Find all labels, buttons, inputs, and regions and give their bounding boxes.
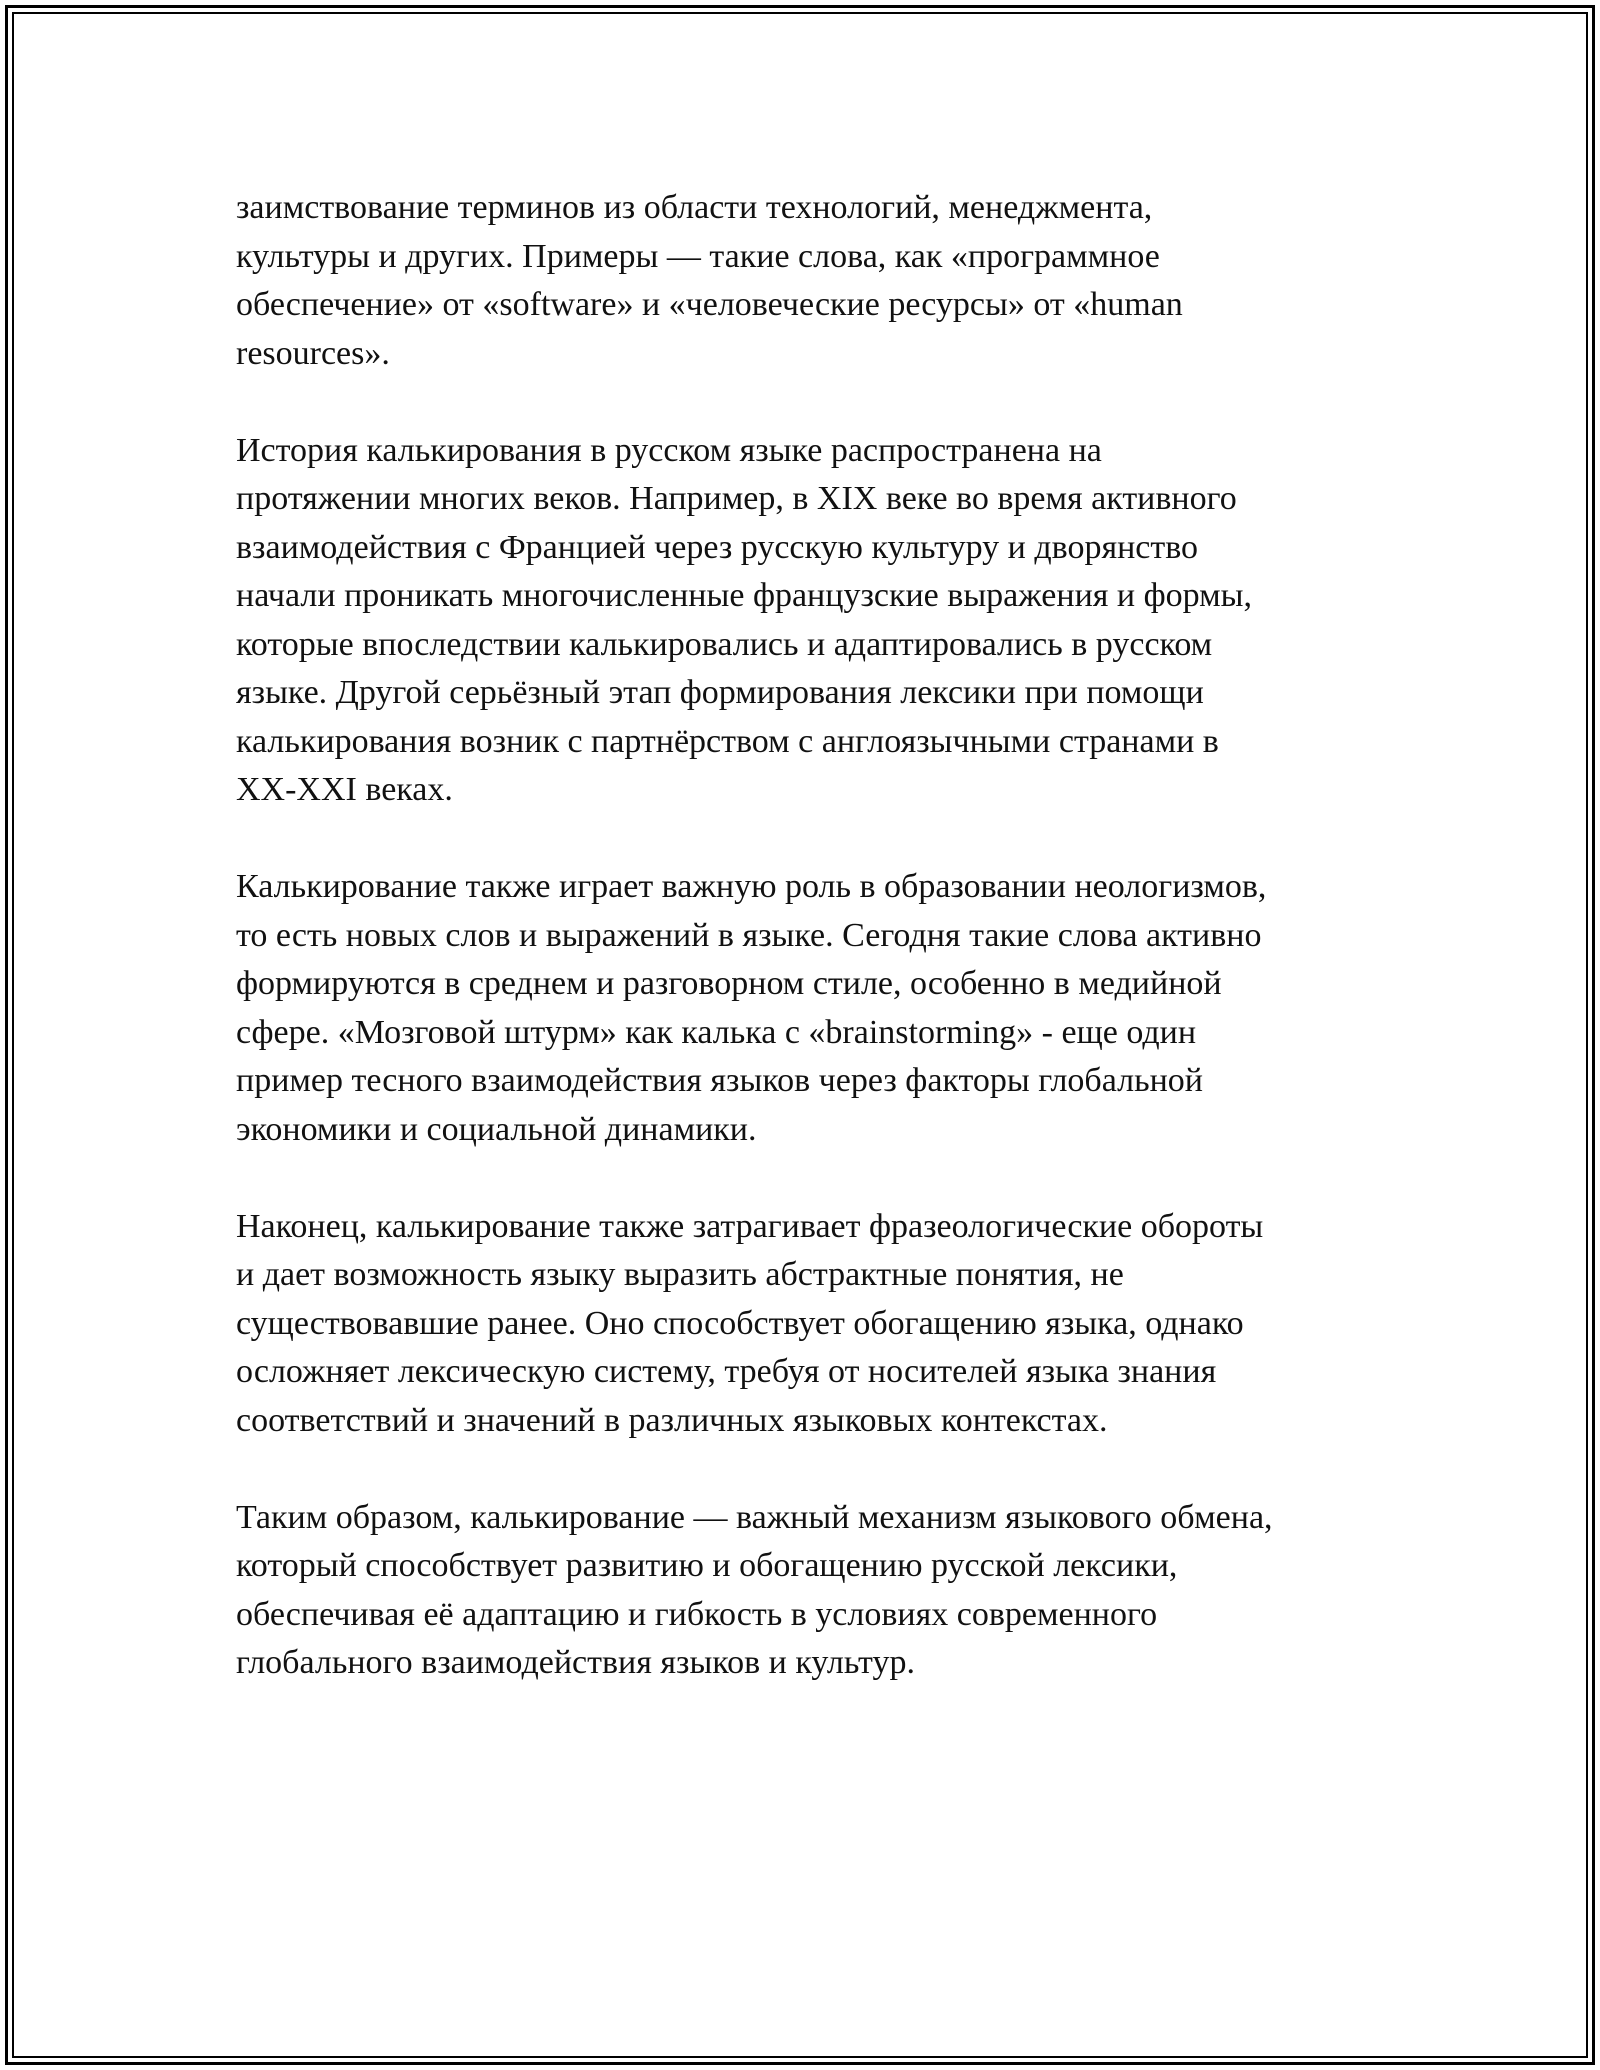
paragraph-line: который способствует развитию и обогащению русской лексики, [236,1547,1178,1584]
paragraph-line: начали проникать многочисленные французские выражения и формы, [236,577,1252,614]
paragraph-line: языке. Другой серьёзный этап формирования лексики при помощи [236,674,1204,711]
paragraph-line: заимствование терминов из области технологий, менеджмента, [236,189,1153,226]
paragraph-line: калькирования возник с партнёрством с англоязычными странами в [236,722,1219,760]
paragraph-line: то есть новых слов и выражений в языке. Сегодня такие слова активно [236,916,1262,954]
paragraph-3 [236,863,1376,1154]
document-body [236,184,1376,1736]
paragraph-line: сфере. «Мозговой штурм» как калька с «brainstorming» - еще один [236,1013,1197,1051]
paragraph-line: формируются в среднем и разговорном стиле, особенно в медийной [236,965,1222,1002]
paragraph-line: Наконец, калькирование также затрагивает фразеологические обороты [236,1207,1264,1245]
paragraph-line: и дает возможность языку выразить абстрактные понятия, не [236,1256,1124,1293]
paragraph-line: глобального взаимодействия языков и культур. [236,1644,915,1681]
paragraph-line: XX-XXI веках. [236,771,453,808]
paragraph-line: культуры и других. Примеры — такие слова, как «программное [236,237,1160,275]
paragraph-1 [236,184,1376,378]
paragraph-2 [236,427,1376,815]
paragraph-line: экономики и социальной динамики. [236,1110,757,1148]
paragraph-5 [236,1494,1376,1688]
paragraph-line: протяжении многих веков. Например, в XIX веке во время активного [236,480,1237,517]
paragraph-line: Калькирование также играет важную роль в образовании неологизмов, [236,868,1267,905]
paragraph-line: соответствий и значений в различных языковых контекстах. [236,1401,1108,1439]
paragraph-line: осложняет лексическую систему, требуя от носителей языка знания [236,1353,1217,1390]
paragraph-line: Таким образом, калькирование — важный механизм языкового обмена, [236,1498,1273,1536]
paragraph-line: обеспечение» от «software» и «человеческие ресурсы» от «human [236,286,1183,323]
paragraph-line: История калькирования в русском языке распространена на [236,431,1102,469]
paragraph-4 [236,1203,1376,1446]
paragraph-line: обеспечивая её адаптацию и гибкость в условиях современного [236,1595,1158,1633]
paragraph-line: resources». [236,334,390,372]
paragraph-line: которые впоследствии калькировались и адаптировались в русском [236,625,1213,663]
paragraph-line: существовавшие ранее. Оно способствует обогащению языка, однако [236,1304,1244,1342]
paragraph-line: взаимодействия с Францией через русскую культуру и дворянство [236,528,1199,566]
paragraph-line: пример тесного взаимодействия языков через факторы глобальной [236,1062,1203,1099]
